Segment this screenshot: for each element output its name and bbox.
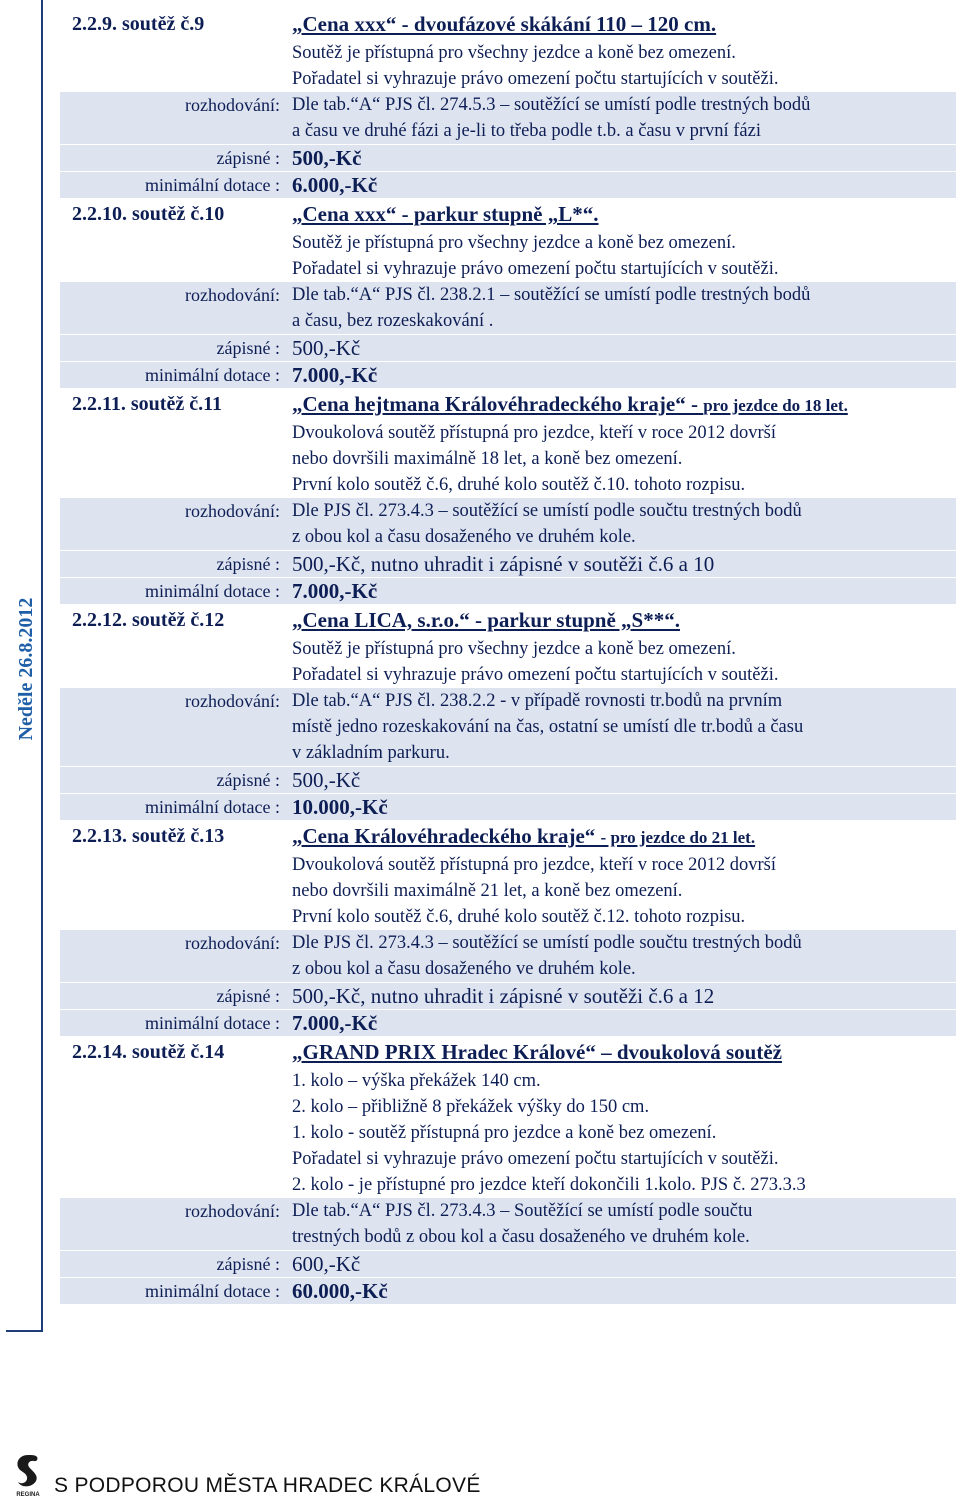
description-row [60,66,956,92]
description-line: 1. kolo - soutěž přístupná pro jezdce a koně bez omezení. [292,1123,717,1143]
description-line: nebo dovršili maximálně 21 let, a koně bez omezení. [292,881,683,901]
description-line: 2. kolo - je přístupné pro jezdce kteří dokončili 1.kolo. PJS č. 273.3.3 [292,1175,806,1195]
competition-number: 2.2.9. soutěž č.9 [72,13,205,35]
competition-title [292,1038,956,1068]
prize-row [60,361,956,388]
description-row [60,878,956,904]
competition-title [292,10,956,40]
rules-line: Dle tab.“A“ PJS čl. 238.2.1 – soutěžící se umístí podle trestných bodů [292,285,811,305]
rules-row [60,688,956,766]
description-line: Soutěž je přístupná pro všechny jezdce a koně bez omezení. [292,43,736,63]
competition-title-main: „Cena xxx“ - dvoufázové skákání 110 – 120 cm. [292,12,717,36]
rules-line: a času, bez rozeskakování . [292,311,494,331]
fee-label: zápisné : [216,338,280,358]
rules-line: Dle tab.“A“ PJS čl. 273.4.3 – Soutěžící se umístí podle součtu [292,1201,753,1221]
competition-number: 2.2.11. soutěž č.11 [72,393,222,415]
description-row [60,1172,956,1198]
competition-header [60,200,956,230]
prize-label: minimální dotace : [145,581,280,601]
rules-text [292,92,956,144]
competition-title [292,390,956,420]
description-line: 2. kolo – přibližně 8 překážek výšky do 150 cm. [292,1097,650,1117]
competition-title-main: „Cena LICA, s.r.o.“ - parkur stupně „S**“. [292,608,680,632]
competition-number: 2.2.14. soutěž č.14 [72,1041,225,1063]
description-line: První kolo soutěž č.6, druhé kolo soutěž č.12. tohoto rozpisu. [292,907,746,927]
prize-row [60,577,956,604]
fee-label: zápisné : [216,554,280,574]
fee-label: zápisné : [216,1254,280,1274]
competition-header [60,822,956,852]
prize-value: 10.000,-Kč [292,795,388,819]
fee-value: 600,-Kč [292,1252,361,1276]
date-sidebar [6,0,43,1332]
rules-row [60,282,956,334]
footer-text: S PODPOROU MĚSTA HRADEC KRÁLOVÉ [54,1474,481,1497]
description-line: Pořadatel si vyhrazuje právo omezení počtu startujících v soutěži. [292,665,779,685]
description-row [60,904,956,930]
competition-title [292,606,956,636]
prize-value: 7.000,-Kč [292,1011,378,1035]
rules-label: rozhodování: [185,285,280,305]
description-row [60,420,956,446]
footer [12,1452,612,1498]
description-line: Soutěž je přístupná pro všechny jezdce a koně bez omezení. [292,233,736,253]
description-row [60,1120,956,1146]
fee-row [60,982,956,1009]
rules-text [292,1198,956,1250]
competition-title-main: „GRAND PRIX Hradec Králové“ – dvoukolová soutěž [292,1040,782,1064]
rules-row [60,498,956,550]
fee-value: 500,-Kč [292,336,361,360]
rules-line: v základním parkuru. [292,743,450,763]
prize-row [60,1009,956,1036]
description-row [60,662,956,688]
prize-row [60,793,956,820]
description-line: Pořadatel si vyhrazuje právo omezení počtu startujících v soutěži. [292,259,779,279]
prize-row [60,171,956,198]
rules-line: Dle tab.“A“ PJS čl. 238.2.2 - v případě rovnosti tr.bodů na prvním [292,691,783,711]
fee-label: zápisné : [216,986,280,1006]
rules-label: rozhodování: [185,933,280,953]
rules-line: a času ve druhé fázi a je-li to třeba podle t.b. a času v první fázi [292,121,761,141]
prize-value: 7.000,-Kč [292,579,378,603]
rules-line: trestných bodů z obou kol a času dosaženého ve druhém kole. [292,1227,750,1247]
prize-label: minimální dotace : [145,175,280,195]
prize-value: 7.000,-Kč [292,363,378,387]
fee-row [60,766,956,793]
description-row [60,1068,956,1094]
description-row [60,852,956,878]
competition-title [292,200,956,230]
competition-header [60,1038,956,1068]
rules-row [60,930,956,982]
description-row [60,472,956,498]
competition-title [292,822,956,852]
prize-value: 6.000,-Kč [292,173,378,197]
prize-value: 60.000,-Kč [292,1279,388,1303]
competition-title-main: „Cena Královéhradeckého kraje“ [292,824,601,848]
regina-logo-icon [12,1452,44,1498]
rules-label: rozhodování: [185,501,280,521]
rules-text [292,688,956,766]
description-line: 1. kolo – výška překážek 140 cm. [292,1071,541,1091]
rules-line: Dle PJS čl. 273.4.3 – soutěžící se umístí podle součtu trestných bodů [292,933,802,953]
description-row [60,446,956,472]
competition-number: 2.2.12. soutěž č.12 [72,609,225,631]
competition-title-main: „Cena xxx“ - parkur stupně „L*“. [292,202,599,226]
rules-label: rozhodování: [185,691,280,711]
competition-header [60,10,956,40]
rules-row [60,1198,956,1250]
rules-label: rozhodování: [185,1201,280,1221]
description-line: Dvoukolová soutěž přístupná pro jezdce, kteří v roce 2012 dovrší [292,423,776,443]
competition-title-main: „Cena hejtmana Královéhradeckého kraje“ - [292,392,704,416]
description-line: První kolo soutěž č.6, druhé kolo soutěž č.10. tohoto rozpisu. [292,475,746,495]
rules-line: místě jedno rozeskakování na čas, ostatní se umístí dle tr.bodů a času [292,717,804,737]
logo-text: REGINA [16,1492,40,1498]
competition-header [60,390,956,420]
description-row [60,1094,956,1120]
prize-label: minimální dotace : [145,365,280,385]
description-row [60,256,956,282]
competition-header [60,606,956,636]
date-label: Neděle 26.8.2012 [15,597,37,741]
competition-number: 2.2.10. soutěž č.10 [72,203,225,225]
competition-number: 2.2.13. soutěž č.13 [72,825,225,847]
description-row [60,1146,956,1172]
description-row [60,230,956,256]
fee-value: 500,-Kč [292,146,362,170]
rules-line: z obou kol a času dosaženého ve druhém kole. [292,959,636,979]
fee-label: zápisné : [216,148,280,168]
rules-line: Dle tab.“A“ PJS čl. 274.5.3 – soutěžící se umístí podle trestných bodů [292,95,811,115]
rules-text [292,282,956,334]
rules-line: z obou kol a času dosaženého ve druhém kole. [292,527,636,547]
rules-row [60,92,956,144]
fee-value: 500,-Kč, nutno uhradit i zápisné v soutěži č.6 a 10 [292,552,715,576]
rules-line: Dle PJS čl. 273.4.3 – soutěžící se umístí podle součtu trestných bodů [292,501,802,521]
fee-value: 500,-Kč, nutno uhradit i zápisné v soutěži č.6 a 12 [292,984,715,1008]
description-line: Pořadatel si vyhrazuje právo omezení počtu startujících v soutěži. [292,1149,779,1169]
description-line: Pořadatel si vyhrazuje právo omezení počtu startujících v soutěži. [292,69,779,89]
prize-label: minimální dotace : [145,797,280,817]
competition-title-sub: pro jezdce do 18 let. [703,396,848,415]
fee-value: 500,-Kč [292,768,361,792]
rules-text [292,930,956,982]
rules-text [292,498,956,550]
description-line: nebo dovršili maximálně 18 let, a koně bez omezení. [292,449,683,469]
fee-label: zápisné : [216,770,280,790]
competition-title-sub: - pro jezdce do 21 let. [600,828,756,847]
description-line: Soutěž je přístupná pro všechny jezdce a koně bez omezení. [292,639,736,659]
rules-label: rozhodování: [185,95,280,115]
fee-row [60,334,956,361]
description-row [60,40,956,66]
fee-row [60,1250,956,1277]
description-row [60,636,956,662]
prize-label: minimální dotace : [145,1281,280,1301]
fee-row [60,550,956,577]
prize-label: minimální dotace : [145,1013,280,1033]
fee-row [60,144,956,171]
description-line: Dvoukolová soutěž přístupná pro jezdce, kteří v roce 2012 dovrší [292,855,776,875]
competition-list [60,8,956,1304]
prize-row [60,1277,956,1304]
